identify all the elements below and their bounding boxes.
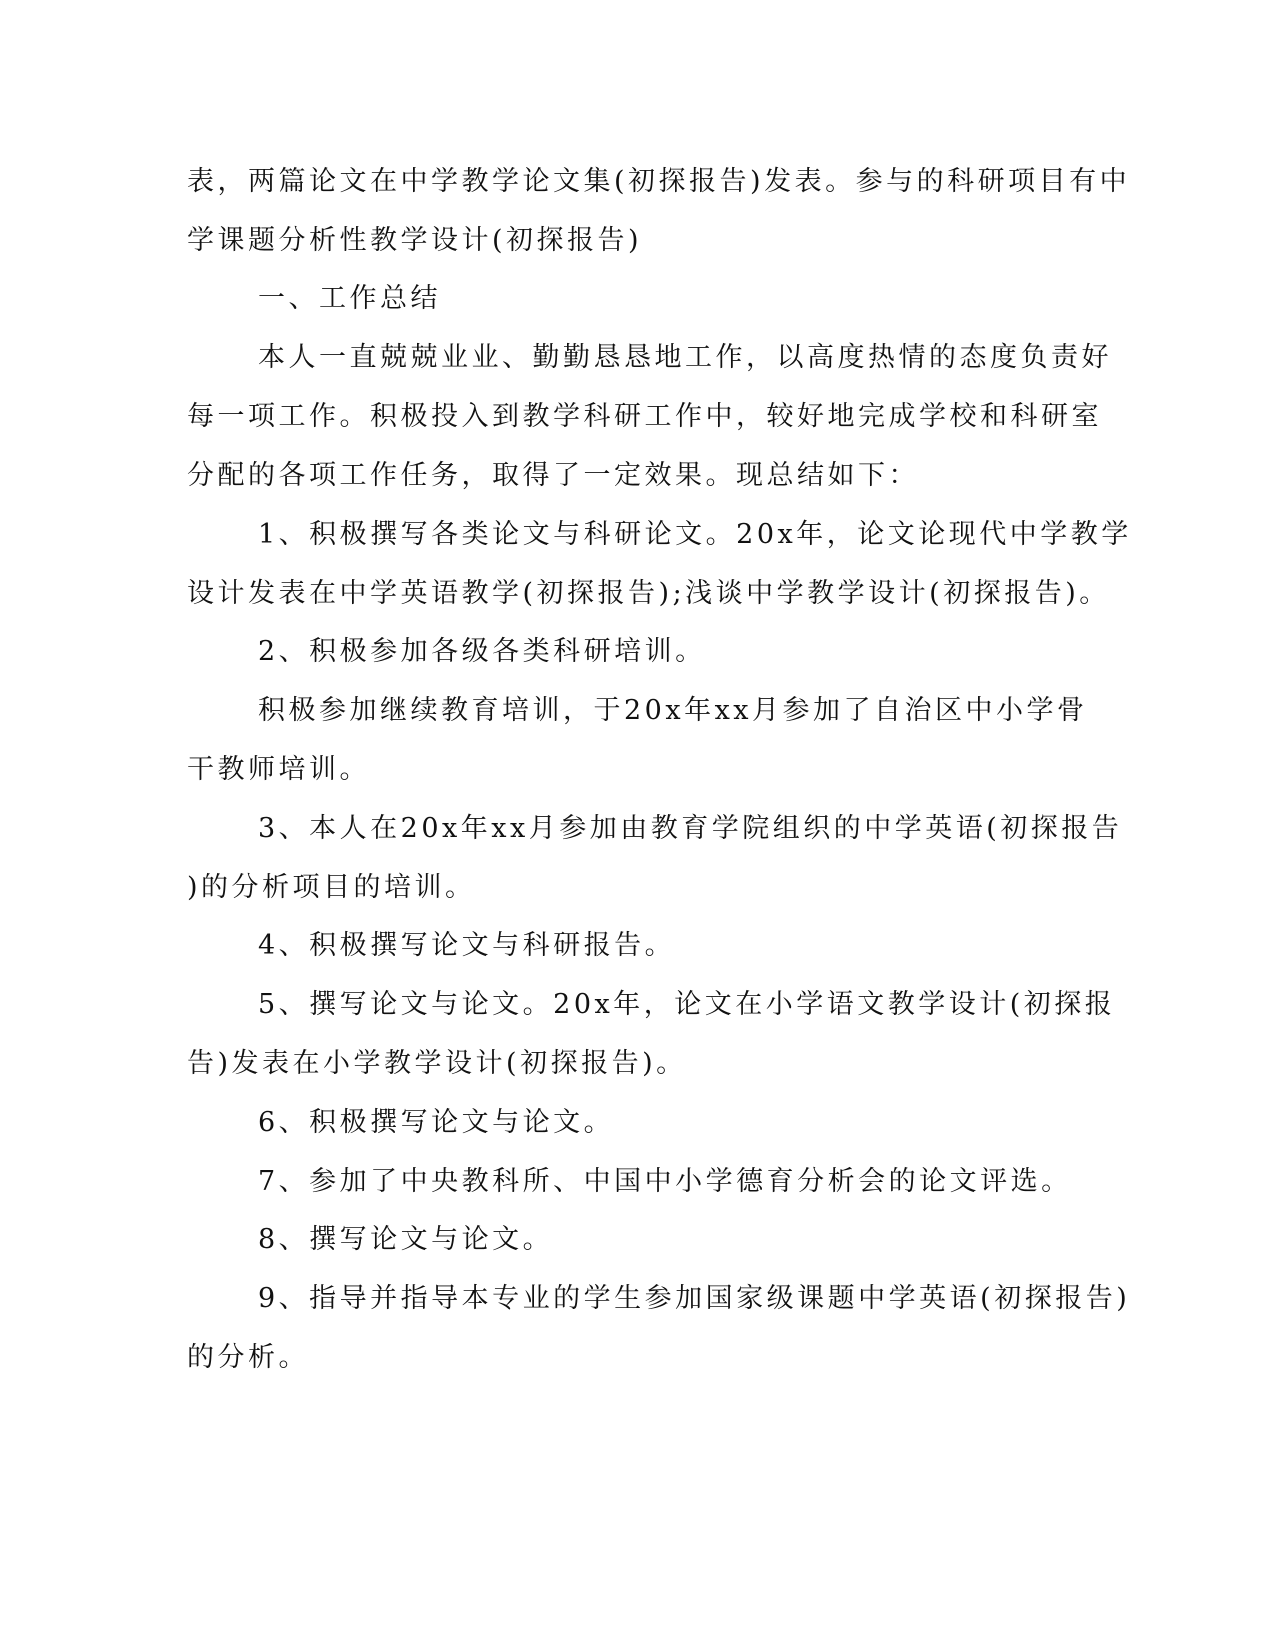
text-line: 学课题分析性教学设计(初探报告) — [187, 225, 643, 256]
text-line: 2、积极参加各级各类科研培训。 — [258, 636, 706, 667]
text-line: 积极参加继续教育培训，于20x年xx月参加了自治区中小学骨 — [258, 695, 1088, 726]
text-line: )的分析项目的培训。 — [187, 872, 476, 903]
section-heading: 一、工作总结 — [258, 283, 441, 314]
text-line: 本人一直兢兢业业、勤勤恳恳地工作，以高度热情的态度负责好 — [258, 342, 1112, 373]
text-line: 7、参加了中央教科所、中国中小学德育分析会的论文评选。 — [258, 1166, 1072, 1197]
text-line: 5、撰写论文与论文。20x年，论文在小学语文教学设计(初探报 — [258, 989, 1116, 1020]
text-line: 4、积极撰写论文与科研报告。 — [258, 930, 676, 961]
text-line: 9、指导并指导本专业的学生参加国家级课题中学英语(初探报告) — [258, 1283, 1131, 1314]
text-line: 1、积极撰写各类论文与科研论文。20x年，论文论现代中学教学 — [258, 519, 1132, 550]
text-line: 分配的各项工作任务，取得了一定效果。现总结如下： — [187, 460, 919, 491]
text-line: 8、撰写论文与论文。 — [258, 1224, 554, 1255]
text-line: 干教师培训。 — [187, 754, 370, 785]
text-line: 告)发表在小学教学设计(初探报告)。 — [187, 1048, 687, 1079]
text-line: 表，两篇论文在中学教学论文集(初探报告)发表。参与的科研项目有中 — [187, 166, 1131, 197]
text-line: 6、积极撰写论文与论文。 — [258, 1107, 615, 1138]
text-line: 设计发表在中学英语教学(初探报告);浅谈中学教学设计(初探报告)。 — [187, 578, 1110, 609]
text-line: 的分析。 — [187, 1342, 309, 1373]
text-line: 每一项工作。积极投入到教学科研工作中，较好地完成学校和科研室 — [187, 401, 1102, 432]
text-line: 3、本人在20x年xx月参加由教育学院组织的中学英语(初探报告 — [258, 813, 1123, 844]
